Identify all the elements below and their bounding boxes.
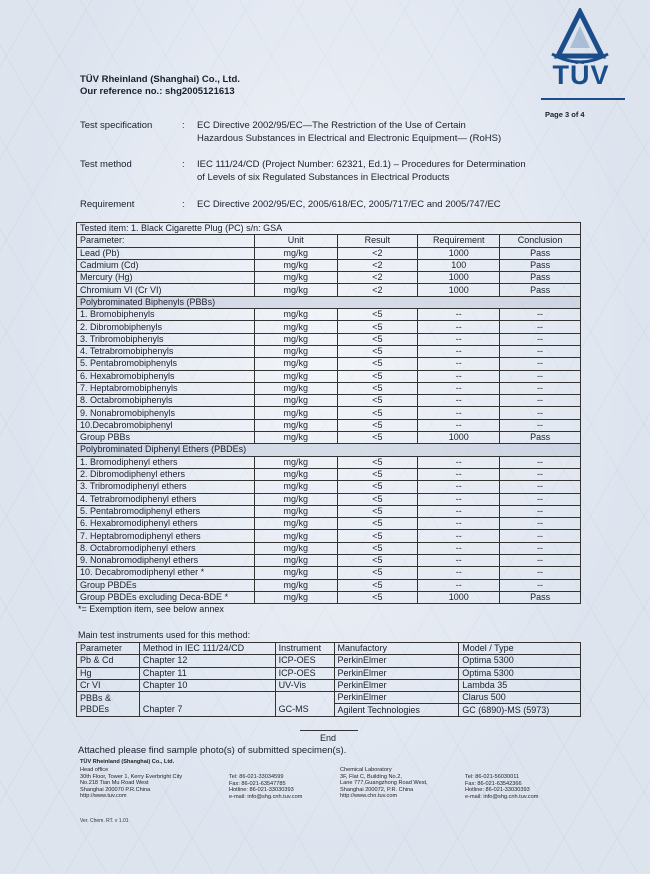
contact-email[interactable]: e-mail: info@shg.cnh.tuv.com (465, 793, 539, 800)
ih-model: Model / Type (459, 643, 581, 655)
cell-unit: mg/kg (254, 419, 337, 431)
cell-unit: mg/kg (254, 309, 337, 321)
table-row (77, 259, 581, 271)
icell-instrument (275, 692, 334, 704)
cell-unit: mg/kg (254, 555, 337, 567)
cell-unit: mg/kg (254, 247, 337, 259)
cell-conclusion: -- (500, 407, 581, 419)
table-row (77, 321, 581, 333)
cell-unit: mg/kg (254, 505, 337, 517)
cell-conclusion: -- (500, 382, 581, 394)
cell-param: Lead (Pb) (77, 247, 255, 259)
cell-unit: mg/kg (254, 432, 337, 444)
table-row (77, 309, 581, 321)
cell-conclusion: Pass (500, 272, 581, 284)
contact-line: Hotline: 86-021-33030393 (229, 787, 294, 794)
spec-line: EC Directive 2002/95/EC—The Restriction of the Use of Certain (197, 120, 466, 131)
lab-link[interactable]: http://www.chn.tuv.com (340, 793, 398, 800)
cell-unit: mg/kg (254, 259, 337, 271)
table-row (77, 247, 581, 259)
cell-param: 9. Nonabromodiphenyl ethers (77, 555, 255, 567)
table-row (77, 395, 581, 407)
lab-line: 3F, Flat C, Building No.2, (340, 773, 402, 780)
cell-result: <5 (337, 309, 418, 321)
instrument-row (77, 692, 581, 704)
cell-result: <2 (337, 259, 418, 271)
cell-conclusion: -- (500, 321, 581, 333)
pbde-section-header-label: Polybrominated Diphenyl Ethers (PBDEs) (77, 444, 581, 456)
cell-param: 8. Octabromobiphenyls (77, 395, 255, 407)
ih-method: Method in IEC 111/24/CD (139, 643, 275, 655)
icell-instrument: ICP-OES (275, 667, 334, 679)
cell-conclusion: -- (500, 579, 581, 591)
footer-lab (340, 767, 428, 800)
table-row (77, 419, 581, 431)
cell-conclusion: -- (500, 555, 581, 567)
cell-unit: mg/kg (254, 481, 337, 493)
contact-line: Tel: 86-021-56030011 (465, 774, 520, 780)
cell-param: 9. Nonabromobiphenyls (77, 407, 255, 419)
instruments-title: Main test instruments used for this method: (78, 630, 251, 640)
cell-result: <5 (337, 555, 418, 567)
end-divider (300, 730, 358, 731)
cell-requirement: -- (418, 321, 500, 333)
cell-unit: mg/kg (254, 407, 337, 419)
pbde-section-header (77, 444, 581, 456)
table-row (77, 542, 581, 554)
contact-line: Tel: 86-021-33034599 (229, 774, 284, 780)
attached-note: Attached please find sample photo(s) of submitted specimen(s). (78, 745, 347, 756)
icell-manufactory: PerkinElmer (334, 655, 459, 667)
cell-requirement: -- (418, 493, 500, 505)
footer-head-office (80, 767, 182, 800)
cell-result: <5 (337, 432, 418, 444)
icell-parameter: PBBs & (77, 692, 140, 704)
spec-label: Test specification (80, 120, 153, 131)
instrument-row (77, 704, 581, 716)
cell-result: <2 (337, 272, 418, 284)
cell-unit: mg/kg (254, 591, 337, 603)
icell-model: Optima 5300 (459, 667, 581, 679)
icell-manufactory: PerkinElmer (334, 692, 459, 704)
cell-conclusion: -- (500, 493, 581, 505)
cell-result: <5 (337, 530, 418, 542)
cell-unit: mg/kg (254, 493, 337, 505)
cell-result: <5 (337, 382, 418, 394)
cell-result: <2 (337, 284, 418, 296)
cell-result: <5 (337, 333, 418, 345)
cell-conclusion: -- (500, 505, 581, 517)
table-header-row (77, 235, 581, 247)
cell-unit: mg/kg (254, 321, 337, 333)
cell-conclusion: -- (500, 370, 581, 382)
table-row (77, 382, 581, 394)
instrument-row (77, 667, 581, 679)
contact-line: Fax: 86-021-63542366 (465, 780, 522, 787)
icell-instrument: GC-MS (275, 704, 334, 716)
head-office-line: No.218 Tian Mu Road West (80, 780, 149, 787)
cell-conclusion: -- (500, 530, 581, 542)
icell-method: Chapter 11 (139, 667, 275, 679)
contact-email[interactable]: e-mail: info@shg.cnh.tuv.com (229, 793, 303, 800)
cell-result: <5 (337, 542, 418, 554)
head-office-link[interactable]: http://www.tuv.com (80, 793, 127, 800)
company-name: TÜV Rheinland (Shanghai) Co., Ltd. (80, 74, 240, 85)
spec-value (197, 198, 597, 211)
cell-conclusion: -- (500, 468, 581, 480)
tested-item-row (77, 223, 581, 235)
cell-requirement: -- (418, 370, 500, 382)
cell-param: 2. Dibromobiphenyls (77, 321, 255, 333)
end-marker: End (320, 733, 337, 743)
cell-param: 1. Bromodiphenyl ethers (77, 456, 255, 468)
icell-method (139, 692, 275, 704)
spec-colon: : (182, 120, 185, 131)
cell-param: Chromium VI (Cr VI) (77, 284, 255, 296)
icell-manufactory: PerkinElmer (334, 679, 459, 691)
cell-conclusion: Pass (500, 591, 581, 603)
cell-result: <5 (337, 407, 418, 419)
cell-requirement: -- (418, 505, 500, 517)
logo-underline (541, 98, 625, 100)
icell-parameter: PBDEs (77, 704, 140, 716)
spec-value (197, 158, 597, 184)
cell-param: 6. Hexabromodiphenyl ethers (77, 518, 255, 530)
cell-param: Group PBDEs excluding Deca-BDE * (77, 591, 255, 603)
cell-result: <5 (337, 505, 418, 517)
cell-conclusion: -- (500, 345, 581, 357)
cell-requirement: -- (418, 542, 500, 554)
cell-unit: mg/kg (254, 345, 337, 357)
icell-parameter: Cr VI (77, 679, 140, 691)
cell-result: <5 (337, 518, 418, 530)
results-table (76, 222, 581, 604)
version-label: Ver. Chem. RT. v 1.01 (80, 818, 129, 824)
lab-line: Shanghai 200072, P.R. China (340, 786, 414, 793)
table-row (77, 591, 581, 603)
cell-param: Cadmium (Cd) (77, 259, 255, 271)
table-row (77, 481, 581, 493)
cell-requirement: -- (418, 345, 500, 357)
spec-line: IEC 111/24/CD (Project Number: 62321, Ed.1) – Procedures for Determination (197, 159, 526, 170)
instruments-table (76, 642, 581, 717)
instrument-row (77, 655, 581, 667)
cell-unit: mg/kg (254, 468, 337, 480)
cell-param: Group PBDEs (77, 579, 255, 591)
spec-colon: : (182, 199, 185, 210)
lab-title: Chemical Laboratory (340, 767, 392, 773)
icell-manufactory: Agilent Technologies (334, 704, 459, 716)
cell-requirement: 1000 (418, 591, 500, 603)
spec-label: Test method (80, 159, 132, 170)
cell-param: 8. Octabromodiphenyl ethers (77, 542, 255, 554)
results-body (77, 223, 581, 604)
table-row (77, 345, 581, 357)
spec-line: of Levels of six Regulated Substances in Electrical Products (197, 172, 450, 183)
cell-unit: mg/kg (254, 284, 337, 296)
cell-unit: mg/kg (254, 567, 337, 579)
cell-unit: mg/kg (254, 395, 337, 407)
cell-requirement: -- (418, 567, 500, 579)
icell-model: Optima 5300 (459, 655, 581, 667)
icell-model: Lambda 35 (459, 679, 581, 691)
cell-requirement: -- (418, 481, 500, 493)
spec-label: Requirement (80, 199, 135, 210)
table-row (77, 505, 581, 517)
cell-unit: mg/kg (254, 272, 337, 284)
cell-requirement: 1000 (418, 432, 500, 444)
cell-result: <5 (337, 395, 418, 407)
cell-result: <5 (337, 481, 418, 493)
instruments-header-row (77, 643, 581, 655)
icell-instrument: UV-Vis (275, 679, 334, 691)
cell-conclusion: -- (500, 419, 581, 431)
cell-requirement: -- (418, 407, 500, 419)
table-row (77, 284, 581, 296)
pbb-section-header-label: Polybrominated Biphenyls (PBBs) (77, 296, 581, 308)
contact-line: Hotline: 86-021-33030393 (465, 787, 530, 794)
cell-param: 7. Heptabromobiphenyls (77, 382, 255, 394)
cell-unit: mg/kg (254, 542, 337, 554)
pbb-section-header (77, 296, 581, 308)
icell-instrument: ICP-OES (275, 655, 334, 667)
cell-result: <5 (337, 493, 418, 505)
cell-conclusion: -- (500, 358, 581, 370)
cell-result: <5 (337, 591, 418, 603)
cell-requirement: -- (418, 358, 500, 370)
cell-param: 6. Hexabromobiphenyls (77, 370, 255, 382)
cell-requirement: -- (418, 468, 500, 480)
lab-line: Lane 777,Guangzhong Road West, (340, 780, 428, 787)
header-requirement: Requirement (418, 235, 500, 247)
cell-unit: mg/kg (254, 518, 337, 530)
cell-requirement: -- (418, 333, 500, 345)
cell-result: <5 (337, 358, 418, 370)
table-row (77, 432, 581, 444)
spec-line: EC Directive 2002/95/EC, 2005/618/EC, 2005/717/EC and 2005/747/EC (197, 199, 501, 210)
cell-param: 3. Tribromodiphenyl ethers (77, 481, 255, 493)
icell-parameter: Pb & Cd (77, 655, 140, 667)
icell-method: Chapter 10 (139, 679, 275, 691)
instruments-body (77, 643, 581, 717)
icell-parameter: Hg (77, 667, 140, 679)
head-office-line: Shanghai 200070 P.R.China (80, 786, 151, 793)
cell-param: 5. Pentabromobiphenyls (77, 358, 255, 370)
table-row (77, 370, 581, 382)
cell-result: <5 (337, 579, 418, 591)
cell-param: 3. Tribromobiphenyls (77, 333, 255, 345)
cell-param: 5. Pentabromodiphenyl ethers (77, 505, 255, 517)
logo-text: TÜV (552, 60, 610, 90)
table-row (77, 272, 581, 284)
icell-model: Clarus 500 (459, 692, 581, 704)
table-row (77, 493, 581, 505)
ih-parameter: Parameter (77, 643, 140, 655)
cell-unit: mg/kg (254, 530, 337, 542)
ih-manufactory: Manufactory (334, 643, 459, 655)
spec-line: Hazardous Substances in Electrical and Electronic Equipment— (RoHS) (197, 133, 502, 144)
head-office-line: 30th Floor, Tower 1, Kerry Everbright City (80, 773, 183, 780)
icell-model: GC (6890)-MS (5973) (459, 704, 581, 716)
cell-conclusion: -- (500, 333, 581, 345)
cell-param: 7. Heptabromodiphenyl ethers (77, 530, 255, 542)
cell-requirement: -- (418, 382, 500, 394)
cell-requirement: 1000 (418, 272, 500, 284)
cell-requirement: -- (418, 419, 500, 431)
table-row (77, 567, 581, 579)
cell-unit: mg/kg (254, 382, 337, 394)
cell-param: 10. Decabromodiphenyl ether * (77, 567, 255, 579)
table-row (77, 358, 581, 370)
spec-colon: : (182, 159, 185, 170)
icell-manufactory: PerkinElmer (334, 667, 459, 679)
cell-requirement: -- (418, 579, 500, 591)
tested-item: Tested item: 1. Black Cigarette Plug (PC) s/n: GSA (77, 223, 581, 235)
cell-param: 2. Dibromodiphenyl ethers (77, 468, 255, 480)
contact-line: Fax: 86-021-63547785 (229, 780, 286, 787)
cell-conclusion: -- (500, 456, 581, 468)
cell-param: 4. Tetrabromodiphenyl ethers (77, 493, 255, 505)
page-number: Page 3 of 4 (545, 110, 585, 119)
head-office-title: Head office (80, 767, 109, 773)
cell-conclusion: Pass (500, 259, 581, 271)
cell-conclusion: Pass (500, 284, 581, 296)
cell-requirement: -- (418, 530, 500, 542)
cell-result: <2 (337, 247, 418, 259)
cell-requirement: 1000 (418, 284, 500, 296)
cell-result: <5 (337, 468, 418, 480)
cell-conclusion: -- (500, 518, 581, 530)
cell-requirement: 100 (418, 259, 500, 271)
instrument-row (77, 679, 581, 691)
header-parameter: Parameter: (77, 235, 255, 247)
footer-lab-contact (465, 774, 538, 800)
cell-conclusion: -- (500, 567, 581, 579)
table-row (77, 333, 581, 345)
cell-conclusion: -- (500, 309, 581, 321)
cell-param: Mercury (Hg) (77, 272, 255, 284)
cell-requirement: -- (418, 518, 500, 530)
cell-result: <5 (337, 456, 418, 468)
footer-company: TÜV Rheinland (Shanghai) Co., Ltd. (80, 759, 175, 765)
cell-result: <5 (337, 370, 418, 382)
cell-unit: mg/kg (254, 456, 337, 468)
cell-unit: mg/kg (254, 370, 337, 382)
footer-head-office-contact (229, 774, 302, 800)
cell-requirement: -- (418, 309, 500, 321)
spec-value (197, 119, 597, 145)
cell-unit: mg/kg (254, 333, 337, 345)
cell-param: 1. Bromobiphenyls (77, 309, 255, 321)
table-row (77, 530, 581, 542)
reference-number: Our reference no.: shg2005121613 (80, 86, 235, 97)
cell-param: 4. Tetrabromobiphenyls (77, 345, 255, 357)
table-row (77, 518, 581, 530)
icell-method: Chapter 7 (139, 704, 275, 716)
cell-requirement: -- (418, 555, 500, 567)
table-row (77, 555, 581, 567)
header-unit: Unit (254, 235, 337, 247)
cell-param: 10.Decabromobiphenyl (77, 419, 255, 431)
cell-unit: mg/kg (254, 579, 337, 591)
cell-param: Group PBBs (77, 432, 255, 444)
exemption-note: *= Exemption item, see below annex (78, 604, 224, 614)
header-conclusion: Conclusion (500, 235, 581, 247)
cell-requirement: -- (418, 456, 500, 468)
cell-result: <5 (337, 567, 418, 579)
cell-requirement: 1000 (418, 247, 500, 259)
table-row (77, 407, 581, 419)
cell-requirement: -- (418, 395, 500, 407)
cell-conclusion: -- (500, 481, 581, 493)
cell-conclusion: -- (500, 395, 581, 407)
header-result: Result (337, 235, 418, 247)
cell-result: <5 (337, 321, 418, 333)
cell-result: <5 (337, 345, 418, 357)
ih-instrument: Instrument (275, 643, 334, 655)
cell-conclusion: -- (500, 542, 581, 554)
cell-conclusion: Pass (500, 432, 581, 444)
table-row (77, 456, 581, 468)
cell-result: <5 (337, 419, 418, 431)
cell-conclusion: Pass (500, 247, 581, 259)
cell-unit: mg/kg (254, 358, 337, 370)
table-row (77, 468, 581, 480)
table-row (77, 579, 581, 591)
icell-method: Chapter 12 (139, 655, 275, 667)
